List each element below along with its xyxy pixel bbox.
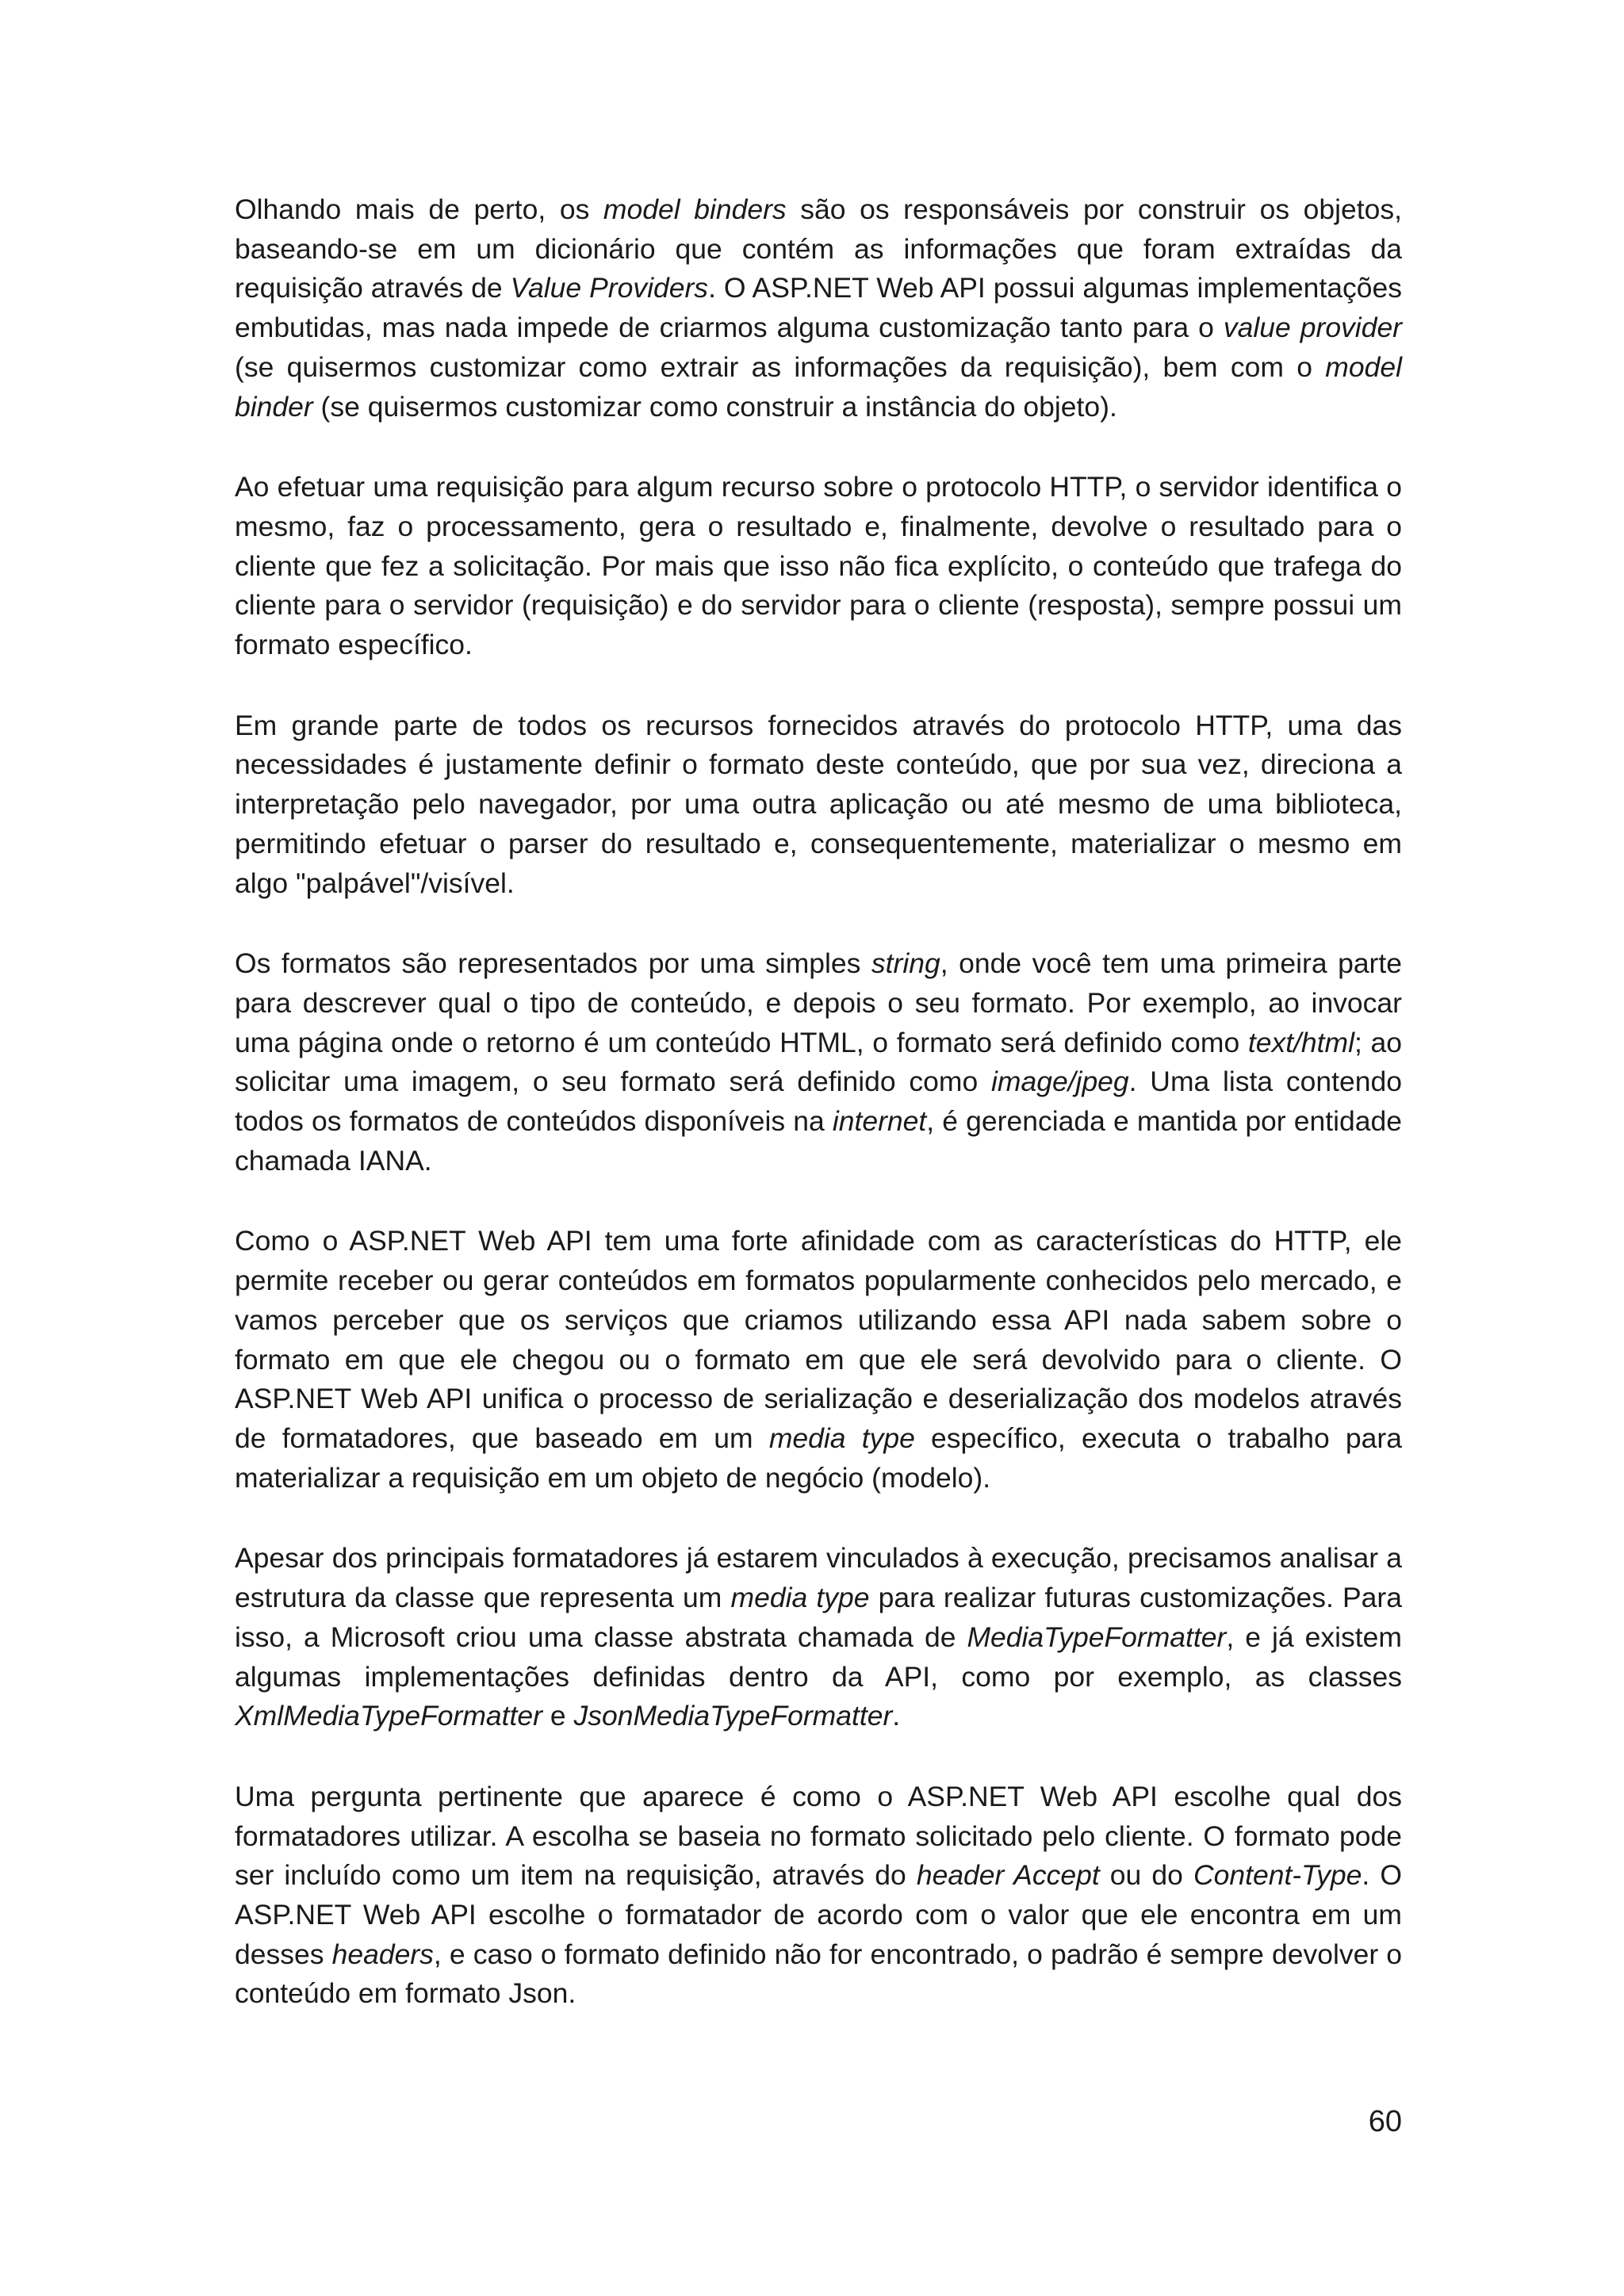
text-run: são os responsáveis por construir os objetos, baseando-se em um dicionário que contém as informações que foram extraídas da requisição através de bbox=[235, 193, 1403, 304]
paragraph-4 bbox=[235, 944, 1402, 1181]
text-run: Apesar dos principais formatadores já estarem vinculados à execução, precisamos analisar a estrutura da classe que representa um bbox=[235, 1542, 1402, 1614]
text-run: . bbox=[892, 1700, 901, 1732]
italic-term: Content-Type bbox=[1193, 1859, 1362, 1892]
page-body bbox=[235, 190, 1402, 2055]
text-run: (se quisermos customizar como extrair as informações da requisição), bem com o bbox=[235, 350, 1326, 383]
text-run: Ao efetuar uma requisição para algum recurso sobre o protocolo HTTP, o servidor identifica o mesmo, faz o processamento, gera o resultado e, finalmente, devolve o resultado para o cliente que fez a solicitação. Por mais que isso não fica explícito, o conteúdo que trafega do cliente para o servidor (requisição) e do servidor para o cliente (resposta), sempre possui um formato específico. bbox=[235, 471, 1402, 661]
italic-term: headers bbox=[331, 1938, 434, 1970]
paragraph-3 bbox=[235, 706, 1402, 904]
text-run: Como o ASP.NET Web API tem uma forte afinidade com as características do HTTP, ele permite receber ou gerar conteúdos em formatos popularmente conhecidos pelo mercado, e vamos perceber que os serviços que criamos utilizando essa API nada sabem sobre o formato em que ele chegou ou o formato em que ele será devolvido para o cliente. O ASP.NET Web API unifica o processo de serialização e deserialização dos modelos através de formatadores, que baseado em um bbox=[235, 1225, 1402, 1454]
text-run: , e já existem algumas implementações definidas dentro da API, como por exemplo, as classes bbox=[235, 1621, 1402, 1693]
text-run: Em grande parte de todos os recursos fornecidos através do protocolo HTTP, uma das necessidades é justamente definir o formato deste conteúdo, que por sua vez, direciona a interpretação pelo navegador, por uma outra aplicação ou até mesmo de uma biblioteca, permitindo efetuar o parser do resultado e, consequentemente, materializar o mesmo em algo "palpável"/visível. bbox=[235, 709, 1402, 899]
italic-term: JsonMediaTypeFormatter bbox=[573, 1700, 893, 1732]
text-run: para realizar futuras customizações. Para isso, a Microsoft criou uma classe abstrata chamada de bbox=[235, 1582, 1402, 1653]
italic-term: image/jpeg bbox=[991, 1066, 1129, 1098]
page-number: 60 bbox=[1368, 2105, 1402, 2138]
italic-term: header Accept bbox=[916, 1859, 1100, 1892]
text-run: ou do bbox=[1099, 1859, 1193, 1892]
text-run: específico, executa o trabalho para materializar a requisição em um objeto de negócio (modelo). bbox=[235, 1422, 1402, 1494]
text-run: Uma pergunta pertinente que aparece é como o ASP.NET Web API escolhe qual dos formatadores utilizar. A escolha se baseia no formato solicitado pelo cliente. O formato pode ser incluído como um item na requisição, através do bbox=[235, 1780, 1402, 1892]
text-run: e bbox=[542, 1700, 574, 1732]
paragraph-2 bbox=[235, 468, 1402, 665]
paragraph-6 bbox=[235, 1539, 1402, 1736]
italic-term: model binders bbox=[603, 193, 787, 225]
italic-term: media type bbox=[768, 1422, 915, 1454]
text-run: Olhando mais de perto, os bbox=[235, 193, 603, 225]
paragraph-5 bbox=[235, 1222, 1402, 1498]
italic-term: XmlMediaTypeFormatter bbox=[235, 1700, 542, 1732]
text-run: , onde você tem uma primeira parte para descrever qual o tipo de conteúdo, e depois o seu formato. Por exemplo, ao invocar uma página onde o retorno é um conteúdo HTML, o formato será definido como bbox=[235, 947, 1402, 1058]
text-run: Os formatos são representados por uma simples bbox=[235, 947, 871, 980]
italic-term: media type bbox=[730, 1582, 870, 1614]
paragraph-1 bbox=[235, 190, 1402, 427]
italic-term: text/html bbox=[1247, 1026, 1354, 1058]
italic-term: value provider bbox=[1223, 312, 1403, 344]
italic-term: model binder bbox=[235, 350, 1402, 423]
italic-term: MediaTypeFormatter bbox=[967, 1621, 1227, 1653]
italic-term: string bbox=[871, 947, 940, 980]
paragraph-7 bbox=[235, 1777, 1402, 2014]
italic-term: internet bbox=[832, 1105, 927, 1138]
text-run: (se quisermos customizar como construir a instância do objeto). bbox=[312, 390, 1117, 423]
text-run: . O ASP.NET Web API escolhe o formatador de acordo com o valor que ele encontra em um desses bbox=[235, 1859, 1402, 1970]
text-run: , e caso o formato definido não for encontrado, o padrão é sempre devolver o conteúdo em formato Json. bbox=[235, 1938, 1402, 2010]
text-run: . O ASP.NET Web API possui algumas implementações embutidas, mas nada impede de criarmos alguma customização tanto para o bbox=[235, 272, 1403, 344]
text-run: , é gerenciada e mantida por entidade chamada IANA. bbox=[235, 1105, 1402, 1177]
italic-term: Value Providers bbox=[510, 272, 709, 304]
text-run: ; ao solicitar uma imagem, o seu formato será definido como bbox=[235, 1026, 1402, 1098]
text-run: . Uma lista contendo todos os formatos de conteúdos disponíveis na bbox=[235, 1066, 1402, 1138]
